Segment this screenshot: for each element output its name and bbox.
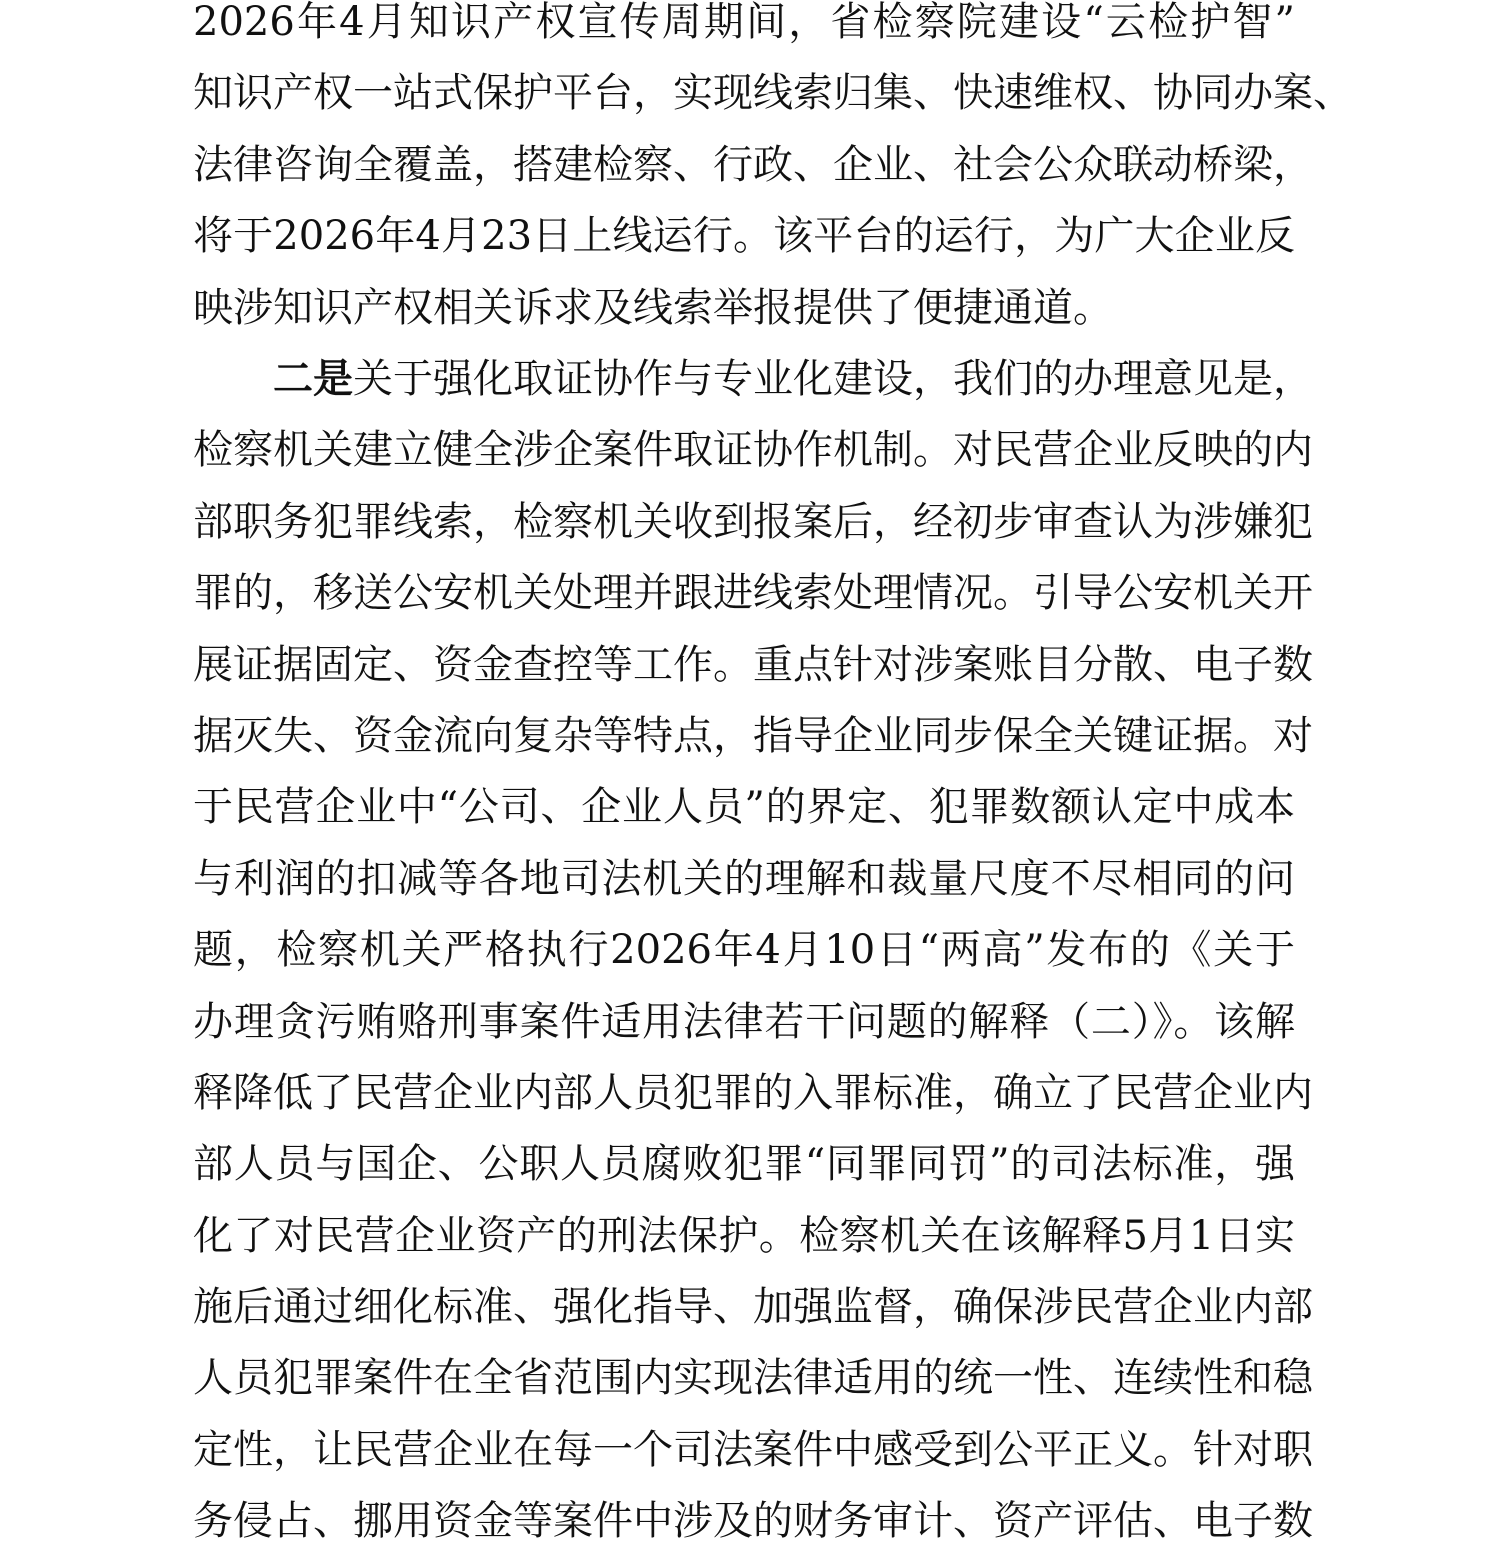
paragraph-1-line-5: 映涉知识产权相关诉求及线索举报提供了便捷通道。 [193,284,1113,331]
paragraph-2-line-3: 部职务犯罪线索，检察机关收到报案后，经初步审查认为涉嫌犯 [193,498,1313,545]
paragraph-2-line-14: 施后通过细化标准、强化指导、加强监督，确保涉民营企业内部 [193,1284,1313,1331]
paragraph-2 [193,344,1313,1558]
paragraph-1-line-1: 2026年4月知识产权宣传周期间，省检察院建设“云检护智” [193,0,1295,45]
paragraph-2-line-15: 人员犯罪案件在全省范围内实现法律适用的统一性、连续性和稳 [193,1355,1313,1402]
paragraph-2-line-7: 于民营企业中“公司、企业人员”的界定、犯罪数额认定中成本 [193,784,1295,831]
paragraph-1-line-4: 将于2026年4月23日上线运行。该平台的运行，为广大企业反 [193,213,1295,260]
paragraph-2-line-5: 展证据固定、资金查控等工作。重点针对涉案账目分散、电子数 [193,641,1313,688]
paragraph-1-line-2: 知识产权一站式保护平台，实现线索归集、快速维权、协同办案、 [193,70,1353,117]
paragraph-2-line-13: 化了对民营企业资产的刑法保护。检察机关在该解释5月1日实 [193,1212,1295,1259]
paragraph-2-line-17: 务侵占、挪用资金等案件中涉及的财务审计、资产评估、电子数 [193,1498,1313,1545]
paragraph-2-line-2: 检察机关建立健全涉企案件取证协作机制。对民营企业反映的内 [193,427,1313,474]
paragraph-2-line-9: 题，检察机关严格执行2026年4月10日“两高”发布的《关于 [193,927,1295,974]
paragraph-2-line-1 [193,344,1313,415]
paragraph-2-line-16: 定性，让民营企业在每一个司法案件中感受到公平正义。针对职 [193,1426,1313,1473]
paragraph-2-line-10: 办理贪污贿赂刑事案件适用法律若干问题的解释（二）》。该解 [193,998,1295,1045]
paragraph-2-line-4: 罪的，移送公安机关处理并跟进线索处理情况。引导公安机关开 [193,570,1313,617]
paragraph-2-line-8: 与利润的扣减等各地司法机关的理解和裁量尺度不尽相同的问 [193,855,1295,902]
paragraph-2-line-1-text: 关于强化取证协作与专业化建设，我们的办理意见是， [353,356,1313,402]
paragraph-2-lead: 二是 [273,356,353,402]
paragraph-2-line-6: 据灭失、资金流向复杂等特点，指导企业同步保全关键证据。对 [193,712,1313,759]
paragraph-2-line-11: 释降低了民营企业内部人员犯罪的入罪标准，确立了民营企业内 [193,1069,1313,1116]
paragraph-1-line-3: 法律咨询全覆盖，搭建检察、行政、企业、社会公众联动桥梁， [193,141,1313,188]
paragraph-2-line-12: 部人员与国企、公职人员腐败犯罪“同罪同罚”的司法标准，强 [193,1141,1295,1188]
paragraph-1 [193,0,1353,344]
